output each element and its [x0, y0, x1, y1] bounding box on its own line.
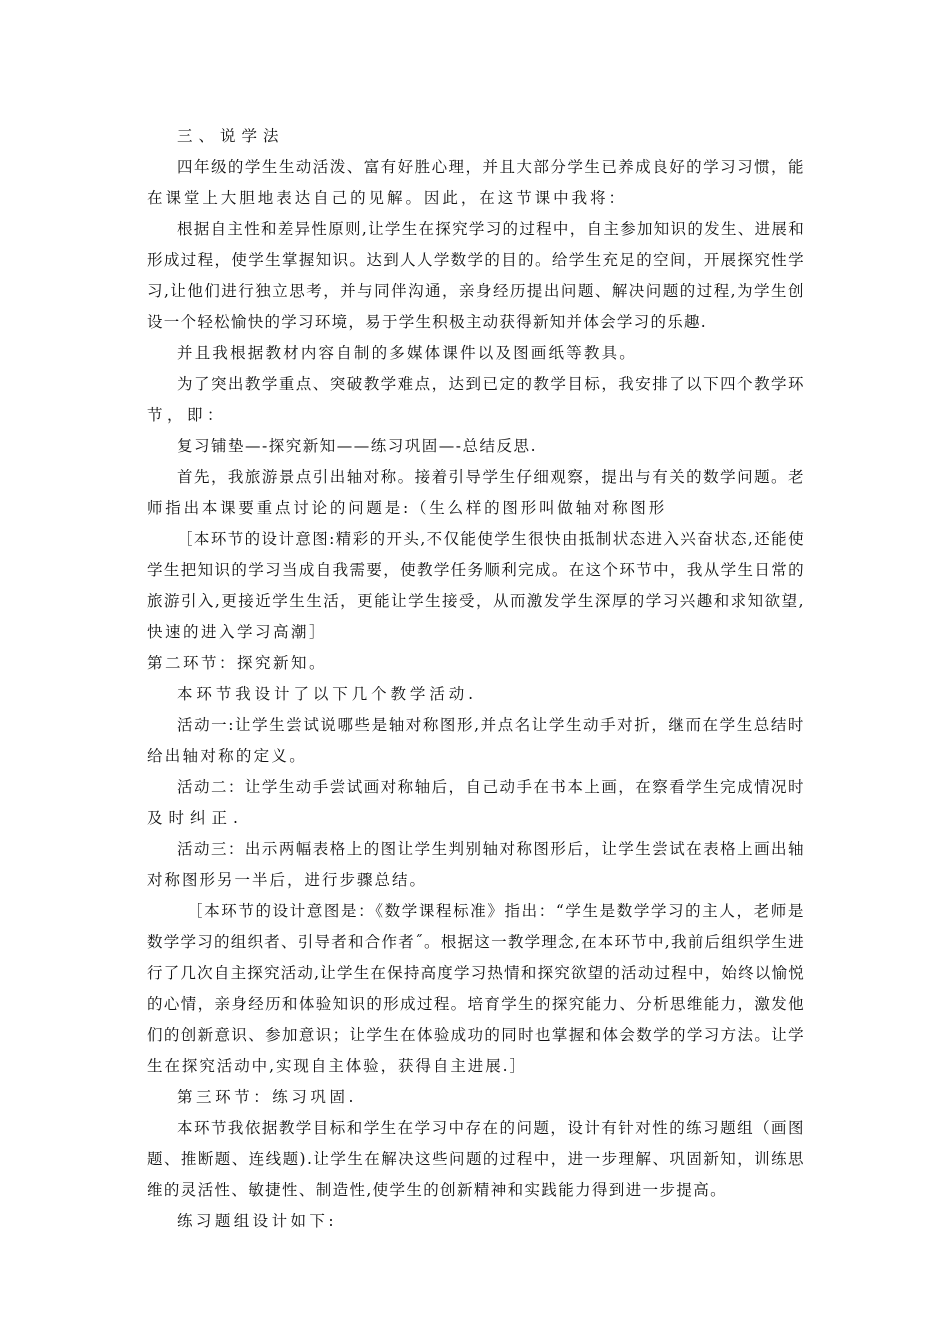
text-line: ［本环节的设计意图:精彩的开头,不仅能使学生很快由抵制状态进入兴奋状态,还能使	[177, 530, 805, 548]
text-line: 在课堂上大胆地表达自己的见解。因此，在这节课中我将：	[147, 189, 627, 207]
text-line: 第二环节：探究新知。	[147, 654, 327, 672]
text-line: ［本环节的设计意图是：《数学课程标准》指出：“学生是数学学习的主人，老师是	[187, 902, 805, 920]
text-line: 设一个轻松愉快的学习环境，易于学生积极主动获得新知并体会学习的乐趣.	[147, 313, 707, 331]
text-line: 本环节我设计了以下几个教学活动.	[177, 685, 477, 703]
text-line: 维的灵活性、敏捷性、制造性,使学生的创新精神和实践能力得到进一步提高。	[147, 1181, 727, 1199]
text-line: 活动三：出示两幅表格上的图让学生判别轴对称图形后，让学生尝试在表格上画出轴	[177, 840, 805, 858]
text-line: 对称图形另一半后，进行步骤总结。	[147, 871, 427, 889]
text-line: 给出轴对称的定义。	[147, 747, 307, 765]
text-line: 生在探究活动中,实现自主体验，获得自主进展.］	[147, 1057, 527, 1075]
text-line: 练习题组设计如下:	[177, 1212, 337, 1230]
text-line: 行了几次自主探究活动,让学生在保持高度学习热情和探究欲望的活动过程中，始终以愉悦	[147, 964, 805, 982]
text-line: 四年级的学生生动活泼、富有好胜心理，并且大部分学生已养成良好的学习习惯，能	[177, 158, 805, 176]
text-line: 的心情，亲身经历和体验知识的形成过程。培育学生的探究能力、分析思维能力，激发他	[147, 995, 805, 1013]
text-line: 旅游引入,更接近学生生活，更能让学生接受，从而激发学生深厚的学习兴趣和求知欲望,	[147, 592, 805, 610]
text-line: 师指出本课要重点讨论的问题是:（生么样的图形叫做轴对称图形	[147, 499, 667, 517]
text-line: 根据自主性和差异性原则,让学生在探究学习的过程中，自主参加知识的发生、进展和	[177, 220, 805, 238]
text-line: 及时纠正.	[147, 809, 244, 827]
text-line: 首先，我旅游景点引出轴对称。接着引导学生仔细观察，提出与有关的数学问题。老	[177, 468, 805, 486]
text-line: 本环节我依据教学目标和学生在学习中存在的问题，设计有针对性的练习题组（画图	[177, 1119, 805, 1137]
section-heading: 三、说学法	[177, 127, 285, 145]
text-line: 为了突出教学重点、突破教学难点，达到已定的教学目标，我安排了以下四个教学环	[177, 375, 805, 393]
text-line: 形成过程，使学生掌握知识。达到人人学数学的目的。给学生充足的空间，开展探究性学	[147, 251, 805, 269]
text-line: 数学学习的组织者、引导者和合作者˝。根据这一教学理念,在本环节中,我前后组织学生进	[147, 933, 805, 951]
text-line: 活动一:让学生尝试说哪些是轴对称图形,并点名让学生动手对折，继而在学生总结时	[177, 716, 805, 734]
text-line: 题、推断题、连线题).让学生在解决这些问题的过程中，进一步理解、巩固新知，训练思	[147, 1150, 805, 1168]
text-line: 学生把知识的学习当成自我需要，使教学任务顺利完成。在这个环节中，我从学生日常的	[147, 561, 805, 579]
text-line: 节，即：	[147, 406, 227, 424]
text-line: 第三环节：练习巩固.	[177, 1088, 357, 1106]
text-line: 们的创新意识、参加意识；让学生在体验成功的同时也掌握和体会数学的学习方法。让学	[147, 1026, 805, 1044]
text-line: 并且我根据教材内容自制的多媒体课件以及图画纸等教具。	[177, 344, 637, 362]
text-line: 习,让他们进行独立思考，并与同伴沟通，亲身经历提出问题、解决问题的过程,为学生创	[147, 282, 805, 300]
text-line: 活动二：让学生动手尝试画对称轴后，自己动手在书本上画，在察看学生完成情况时	[177, 778, 805, 796]
text-line: 复习铺垫—-探究新知——练习巩固—-总结反思.	[177, 437, 537, 455]
text-line: 快速的进入学习高潮］	[147, 623, 327, 641]
